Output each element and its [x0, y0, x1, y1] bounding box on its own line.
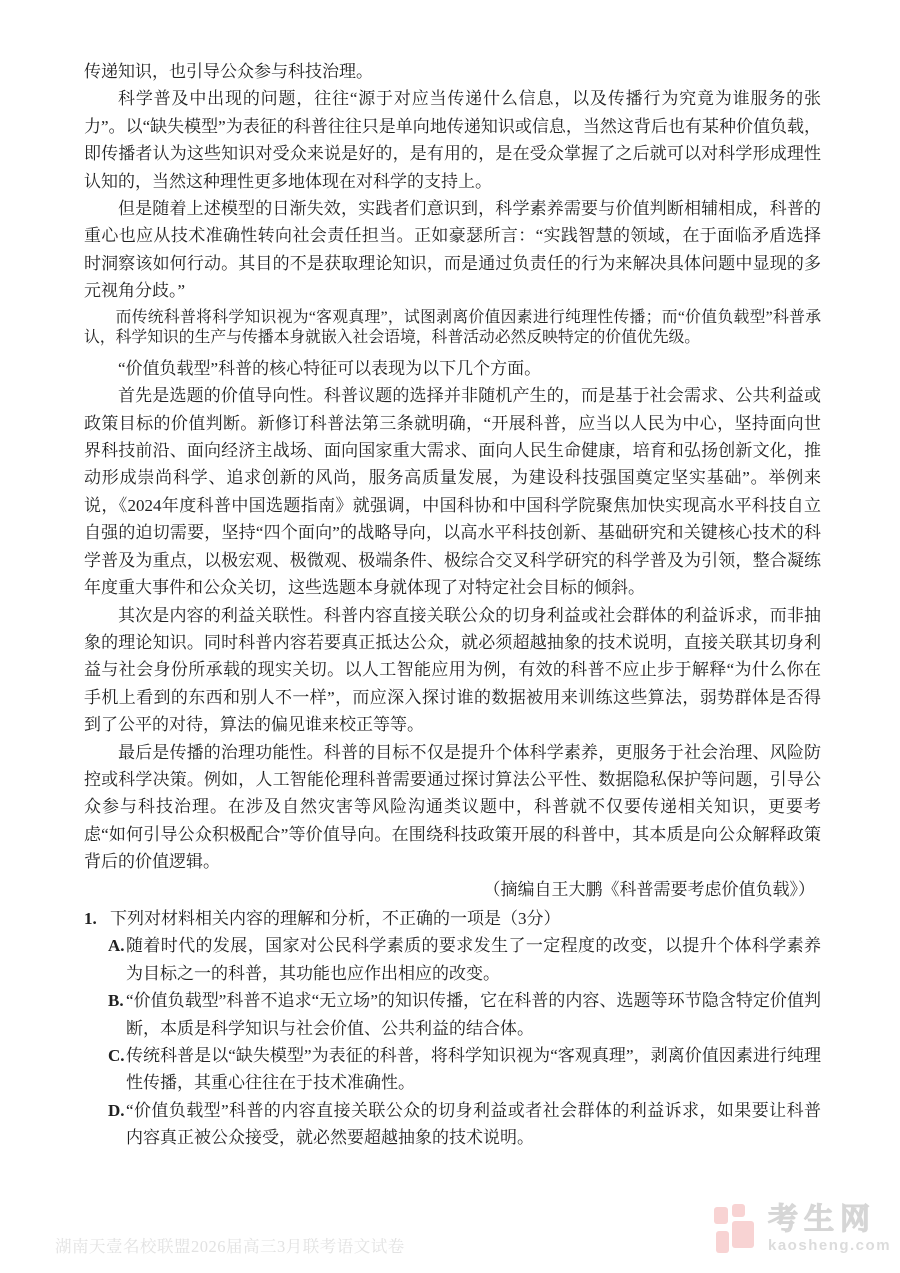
passage-paragraph: 首先是选题的价值导向性。科普议题的选择并非随机产生的，而是基于社会需求、公共利益或政策目标的价值判断。新修订科普法第三条就明确，“开展科普，应当以人民为中心，坚持面向世界科技前沿、面向经济主战场、面向国家重大需求、面向人民生命健康，培育和弘扬创新文化，推动形成崇尚科学、追求创新的风尚，服务高质量发展，为建设科技强国奠定坚实基础”。举例来说，《2024年度科普中国选题指南》就强调，中国科协和中国科学院聚焦加快实现高水平科技自立自强的迫切需要，坚持“四个面向”的战略导向，以高水平科技创新、基础研究和关键核心技术的科学普及为重点，以极宏观、极微观、极端条件、极综合交叉科学研究的科学普及为引领，整合凝练年度重大事件和公众关切，这些选题本身就体现了对特定社会目标的倾斜。: [84, 386, 821, 598]
option-a-label: A.: [108, 936, 125, 956]
option-d-text: “价值负载型”科普的内容直接关联公众的切身利益或者社会群体的利益诉求，如果要让科普内容真正被公众接受，就必然要超越抽象的技术说明。: [126, 1100, 821, 1148]
logo-block: [714, 1207, 728, 1224]
source-attribution: （摘编自王大鹏《科普需要考虑价值负载》）: [483, 879, 815, 899]
option-d-label: D.: [108, 1100, 125, 1120]
option-b: [84, 987, 821, 1042]
logo-block: [732, 1204, 745, 1217]
question-stem: [84, 905, 821, 932]
passage-paragraph: 科学普及中出现的问题，往往“源于对应当传递什么信息，以及传播行为究竟为谁服务的张力”。以“缺失模型”为表征的科普往往只是单向地传递知识或信息，当然这背后也有某种价值负载，即传播者认为这些知识对受众来说是好的，是有用的，是在受众掌握了之后就可以对科学形成理性认知的，当然这种理性更多地体现在对科学的支持上。: [84, 89, 821, 191]
option-b-label: B.: [108, 991, 124, 1011]
passage-paragraph: 传递知识，也引导公众参与科技治理。: [84, 62, 373, 81]
logo-domain: kaosheng.com: [768, 1237, 892, 1254]
option-c-label: C.: [108, 1046, 125, 1065]
option-a-text: 随着时代的发展，国家对公民科学素质的要求发生了一定程度的改变，以提升个体科学素养为目标之一的科普，其功能也应作出相应的改变。: [126, 936, 821, 983]
footer-watermark: 湖南天壹名校联盟2026届高三3月联考语文试卷: [55, 1237, 405, 1256]
passage-paragraph: 而传统科普将科学知识视为“客观真理”，试图剥离价值因素进行纯理性传播；而“价值负载型”科普承认，科学知识的生产与传播本身就嵌入社会语境，科普活动必然反映特定的价值优先级。: [84, 308, 822, 347]
option-a: [84, 932, 821, 987]
option-b-text: “价值负载型”科普不追求“无立场”的知识传播，它在科普的内容、选题等环节隐含特定价值判断，本质是科学知识与社会价值、公共利益的结合体。: [126, 991, 821, 1038]
question-1: [84, 905, 821, 1152]
option-c: [84, 1042, 821, 1097]
reading-passage: [84, 58, 821, 1152]
logo-block: [732, 1221, 754, 1248]
passage-paragraph: 但是随着上述模型的日渐失效，实践者们意识到，科学素养需要与价值判断相辅相成，科普的重心也应从技术准确性转向社会责任担当。正如豪瑟所言：“实践智慧的领域，在于面临矛盾选择时洞察该如何行动。其目的不是获取理论知识，而是通过负责任的行为来解决具体问题中显现的多元视角分歧。”: [84, 199, 821, 301]
passage-paragraph: 最后是传播的治理功能性。科普的目标不仅是提升个体科学素养，更服务于社会治理、风险防控或科学决策。例如，人工智能伦理科普需要通过探讨算法公平性、数据隐私保护等问题，引导公众参与科技治理。在涉及自然灾害等风险沟通类议题中，科普就不仅要传递相关知识，更要考虑“如何引导公众积极配合”等价值导向。在围绕科技政策开展的科普中，其本质是向公众解释政策背后的价值逻辑。: [84, 742, 821, 872]
kaosheng-logo: [714, 1204, 891, 1256]
kaosheng-logo-icon: [714, 1204, 756, 1256]
option-d: [84, 1097, 821, 1152]
question-number: 1.: [84, 908, 97, 928]
question-text: 下列对材料相关内容的理解和分析，不正确的一项是（3分）: [110, 908, 561, 928]
passage-paragraph: 其次是内容的利益关联性。科普内容直接关联公众的切身利益或社会群体的利益诉求，而非抽象的理论知识。同时科普内容若要真正抵达公众，就必须超越抽象的技术说明，直接关联其切身利益与社会身份所承载的现实关切。以人工智能应用为例，有效的科普不应止步于解释“为什么你在手机上看到的东西和别人不一样”，而应深入探讨谁的数据被用来训练这些算法，弱势群体是否得到了公平的对待，算法的偏见谁来校正等等。: [84, 605, 821, 735]
option-c-text: 传统科普是以“缺失模型”为表征的科普，将科学知识视为“客观真理”，剥离价值因素进行纯理性传播，其重心往往在于技术准确性。: [126, 1046, 821, 1093]
logo-cn-name: 考生网: [768, 1203, 876, 1236]
passage-paragraph: “价值负载型”科普的核心特征可以表现为以下几个方面。: [118, 358, 542, 378]
logo-text: [768, 1204, 891, 1254]
logo-block: [716, 1231, 729, 1253]
